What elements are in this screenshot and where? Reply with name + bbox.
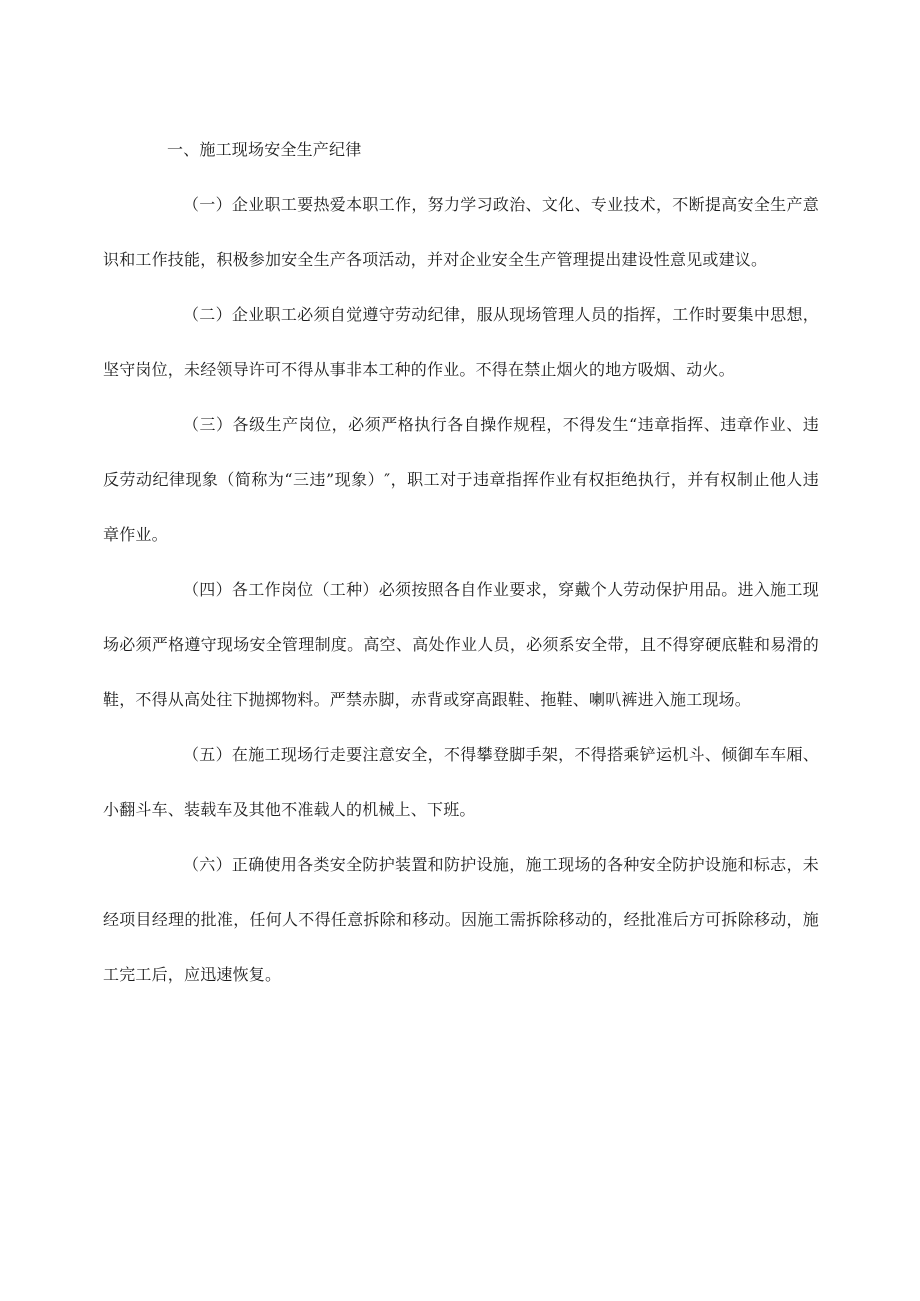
document-body — [103, 122, 819, 1002]
paragraph-2: （二）企业职工必须自觉遵守劳动纪律，服从现场管理人员的指挥，工作时要集中思想，坚守岗位，未经领导许可不得从事非本工种的作业。不得在禁止烟火的地方吸烟、动火。 — [103, 305, 819, 379]
paragraph-1: （一）企业职工要热爱本职工作，努力学习政治、文化、专业技术，不断提高安全生产意识和工作技能，积极参加安全生产各项活动，并对企业安全生产管理提出建设性意见或建议。 — [103, 195, 819, 269]
paragraph-3: （三）各级生产岗位，必须严格执行各自操作规程，不得发生“违章指挥、违章作业、违反劳动纪律现象（简称为“三违”现象）″，职工对于违章指挥作业有权拒绝执行，并有权制止他人违章作业。 — [103, 415, 819, 544]
paragraph-6: （六）正确使用各类安全防护装置和防护设施，施工现场的各种安全防护设施和标志，未经项目经理的批准，任何人不得任意拆除和移动。因施工需拆除移动的，经批准后方可拆除移动，施工完工后，应迅速恢复。 — [103, 855, 819, 984]
paragraph-5: （五）在施工现场行走要注意安全，不得攀登脚手架，不得搭乘铲运机斗、倾御车车厢、小翻斗车、装载车及其他不准载人的机械上、下班。 — [103, 745, 819, 819]
section-heading: 一、施工现场安全生产纪律 — [167, 140, 362, 159]
paragraph-4: （四）各工作岗位（工种）必须按照各自作业要求，穿戴个人劳动保护用品。进入施工现场必须严格遵守现场安全管理制度。高空、高处作业人员，必须系安全带，且不得穿硬底鞋和易滑的鞋，不得从高处往下抛掷物料。严禁赤脚，赤背或穿高跟鞋、拖鞋、喇叭裤进入施工现场。 — [103, 580, 819, 709]
